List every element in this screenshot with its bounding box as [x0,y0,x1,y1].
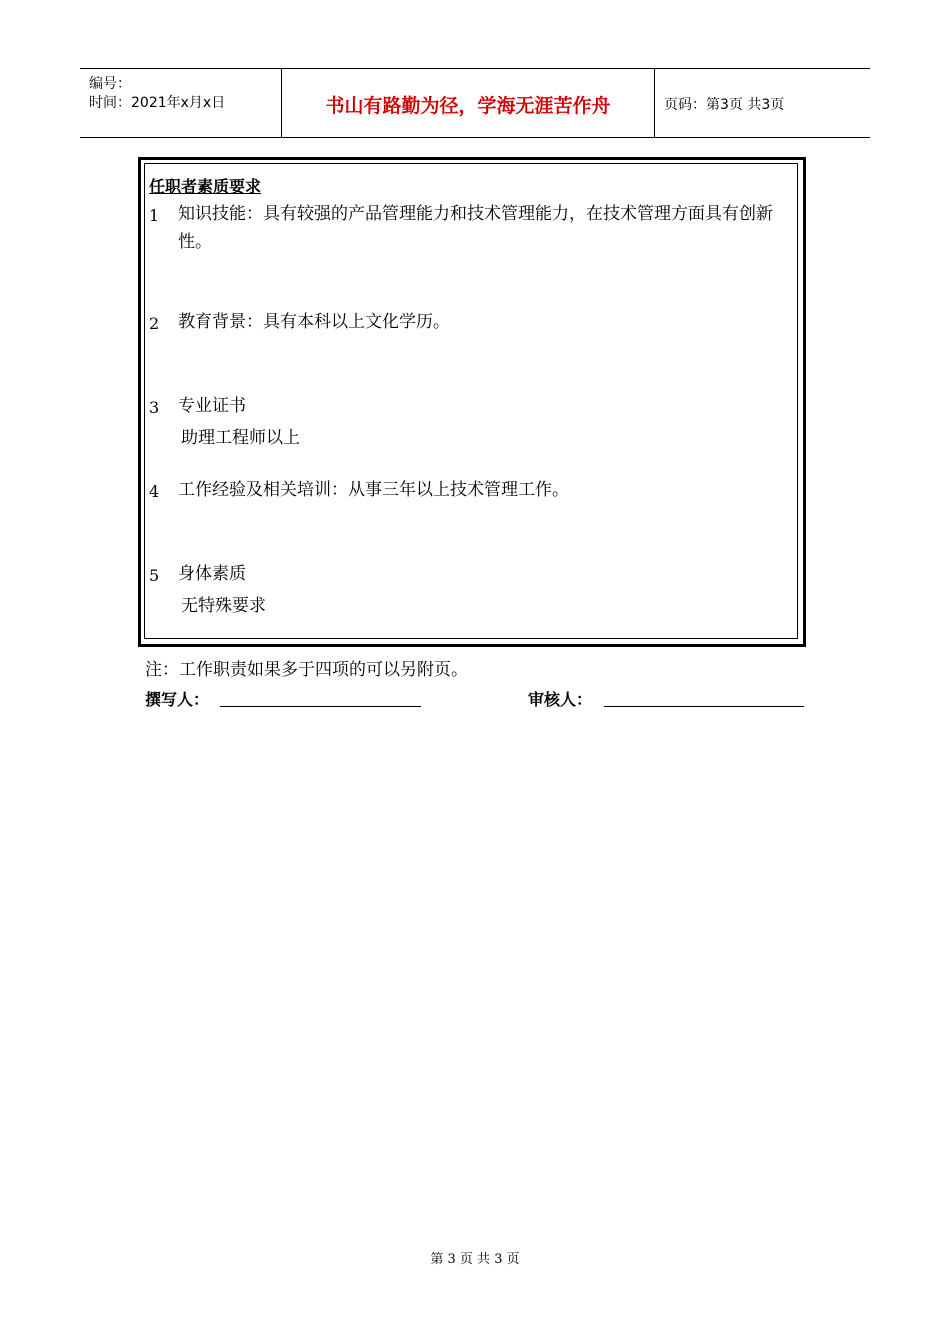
item-number: 5 [149,566,160,585]
item-text: 教育背景：具有本科以上文化学历。 [178,312,450,332]
page-info: 页码：第3页 共3页 [664,97,785,113]
item-text: 专业证书 [178,396,246,416]
number-label: 编号： [89,76,131,92]
item-text: 身体素质 [178,564,246,584]
footnote: 注：工作职责如果多于四项的可以另附页。 [145,660,468,680]
page-footer: 第 3 页 共 3 页 [430,1252,520,1267]
item-sub-text: 助理工程师以上 [181,428,300,448]
reviewer-label: 审核人： [528,690,593,709]
writer-label: 撰写人： [145,690,210,709]
item-text: 知识技能：具有较强的产品管理能力和技术管理能力，在技术管理方面具有创新性。 [178,204,773,252]
item-number: 4 [149,482,160,501]
item-number: 3 [149,398,160,417]
item-number: 2 [149,314,160,333]
item-text: 工作经验及相关培训：从事三年以上技术管理工作。 [178,480,569,500]
header-page-cell [655,69,870,137]
item-number: 1 [149,206,160,225]
time-label: 时间：2021年x月x日 [89,95,226,111]
header-meta-cell [80,69,282,137]
header-motto-cell [282,69,655,137]
section-title: 任职者素质要求 [149,177,262,196]
writer-signature-line[interactable] [220,706,421,707]
requirements-box [138,157,806,647]
reviewer-signature-line[interactable] [604,706,804,707]
document-header [80,68,870,138]
motto: 书山有路勤为径，学海无涯苦作舟 [325,95,611,117]
item-sub-text: 无特殊要求 [181,596,266,616]
